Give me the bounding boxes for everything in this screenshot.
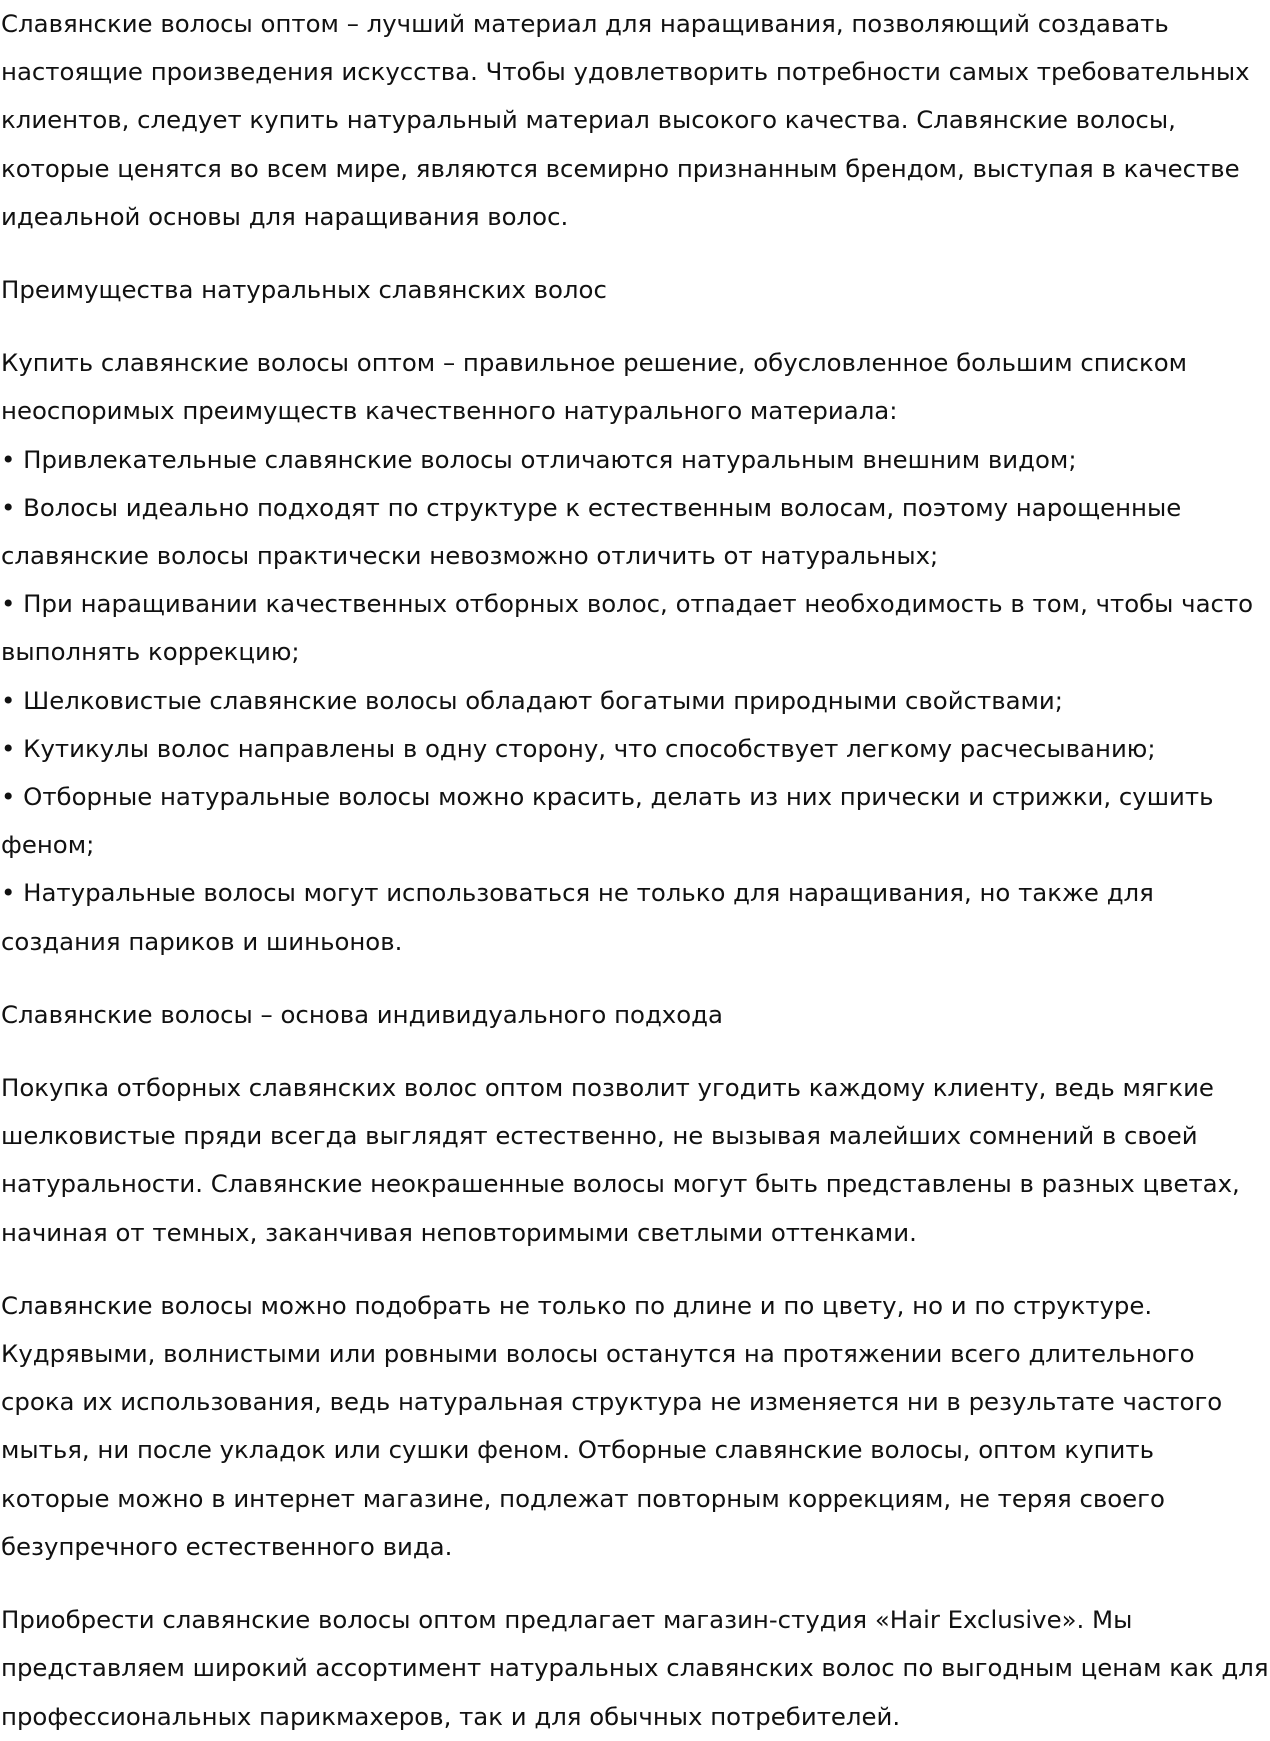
advantages-heading: Преимущества натуральных славянских волос	[1, 275, 607, 305]
list-item: • При наращивании качественных отборных волос, отпадает необходимость в том, чтобы часто выполнять коррекцию;	[1, 589, 1254, 667]
individual-approach-heading: Славянские волосы – основа индивидуального подхода	[1, 999, 723, 1029]
individual-approach-paragraph: Покупка отборных славянских волос оптом позволит угодить каждому клиенту, ведь мягкие шелковистые пряди всегда выглядят естественно, не вызывая малейших сомнений в своей натуральности. Славянские неокрашенные волосы могут быть представлены в разных цветах, начиная от темных, заканчивая неповторимыми светлыми оттенками.	[1, 1073, 1240, 1247]
intro-paragraph: Славянские волосы оптом – лучший материал для наращивания, позволяющий создавать настоящие произведения искусства. Чтобы удовлетворить потребности самых требовательных клиентов, следует купить натуральный материал высокого качества. Славянские волосы, которые ценятся во всем мире, являются всемирно признанным брендом, выступая в качестве идеальной основы для наращивания волос.	[1, 9, 1250, 231]
list-item: • Привлекательные славянские волосы отличаются натуральным внешним видом;	[1, 444, 1077, 474]
store-paragraph: Приобрести славянские волосы оптом предлагает магазин-студия «Hair Exclusive». Мы представляем широкий ассортимент натуральных славянских волос по выгодным ценам как для профессиональных парикмахеров, так и для обычных потребителей.	[1, 1605, 1269, 1731]
advantages-list	[1, 436, 1270, 966]
list-item: • Кутикулы волос направлены в одну сторону, что способствует легкому расчесыванию;	[1, 733, 1156, 763]
list-item: • Отборные натуральные волосы можно красить, делать из них прически и стрижки, сушить феном;	[1, 782, 1214, 860]
list-item: • Шелковистые славянские волосы обладают богатыми природными свойствами;	[1, 685, 1063, 715]
advantages-section	[1, 339, 1270, 966]
list-item: • Волосы идеально подходят по структуре к естественным волосам, поэтому нарощенные славянские волосы практически невозможно отличить от натуральных;	[1, 492, 1182, 571]
list-item: • Натуральные волосы могут использоваться не только для наращивания, но также для создания париков и шиньонов.	[1, 878, 1154, 956]
structure-paragraph: Славянские волосы можно подобрать не только по длине и по цвету, но и по структуре. Кудрявыми, волнистыми или ровными волосы останутся на протяжении всего длительного срока их использования, ведь натуральная структура не изменяется ни в результате частого мытья, ни после укладок или сушки феном. Отборные славянские волосы, оптом купить которые можно в интернет магазине, подлежат повторным коррекциям, не теряя своего безупречного естественного вида.	[1, 1290, 1223, 1561]
advantages-lead: Купить славянские волосы оптом – правильное решение, обусловленное большим списком неоспоримых преимуществ качественного натурального материала:	[1, 348, 1188, 426]
